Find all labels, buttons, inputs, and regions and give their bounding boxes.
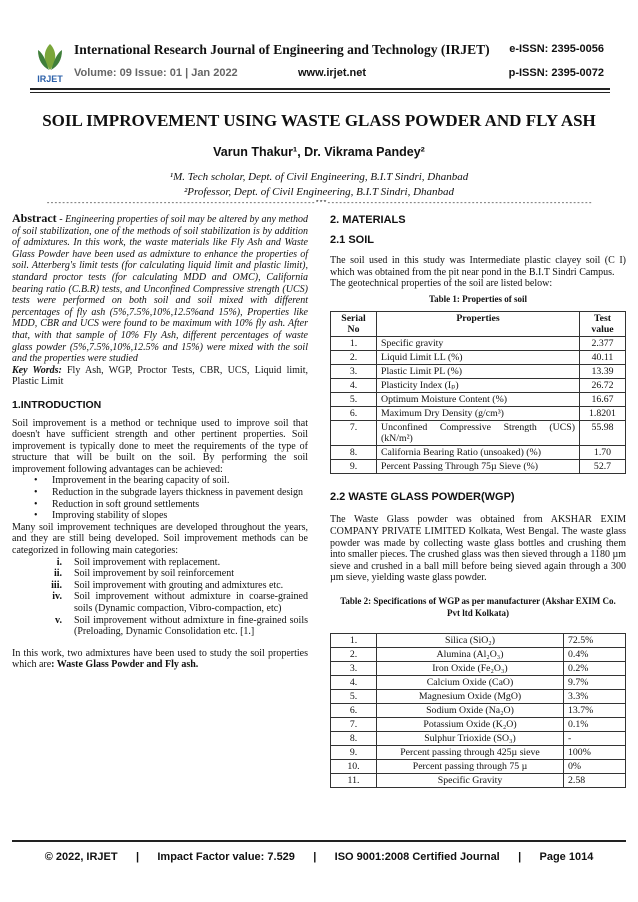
affiliation-2: ²Professor, Dept. of Civil Engineering, B.I.T Sindri, Dhanbad bbox=[183, 186, 455, 198]
column-header: Properties bbox=[377, 312, 580, 337]
column-header: Serial No bbox=[331, 312, 377, 337]
table-row bbox=[331, 648, 626, 662]
advantages-list bbox=[34, 475, 308, 521]
table-row bbox=[331, 379, 626, 393]
table-cell: 16.67 bbox=[580, 393, 626, 407]
table-cell: 2.377 bbox=[580, 337, 626, 351]
intro-paragraph-2: Many soil improvement techniques are developed throughout the years, and they are still being developed. Soil improvement methods can be categorized in following main categories: bbox=[12, 521, 308, 557]
table-cell: Percent Passing Through 75µ Sieve (%) bbox=[377, 460, 580, 474]
table-cell: 55.98 bbox=[580, 421, 626, 446]
table-cell: 5. bbox=[331, 393, 377, 407]
table-cell: Optimum Moisture Content (%) bbox=[377, 393, 580, 407]
table-cell: 3.3% bbox=[564, 690, 626, 704]
materials-heading: 2. MATERIALS bbox=[330, 214, 406, 226]
keywords bbox=[12, 365, 308, 388]
table-cell: Plasticity Index (Iₚ) bbox=[377, 379, 580, 393]
list-item: iv. Soil improvement without admixture in coarse-grained soils (Dynamic compaction, Vibro-compaction, etc) bbox=[52, 591, 308, 614]
volume-issue: Volume: 09 Issue: 01 | Jan 2022 bbox=[74, 67, 238, 79]
table-cell: 7. bbox=[331, 718, 377, 732]
wgp-paragraph: The Waste Glass powder was obtained from AKSHAR EXIM COMPANY PRIVATE LIMITED Kolkata, West Bengal. The waste glass powder was made by collecting waste glass bottles and crushing them into smaller pieces. The crushed glass was then sieved through a 1180 µm sieve and crushed in a ball mill before being sieved again through a 300 µm sieve, yielding waste glass powder. bbox=[330, 514, 626, 584]
table-cell: 6. bbox=[331, 704, 377, 718]
table-cell: California Bearing Ratio (unsoaked) (%) bbox=[377, 446, 580, 460]
keywords-text: Fly Ash, WGP, Proctor Tests, CBR, UCS, Liquid limit, Plastic Limit bbox=[12, 364, 308, 388]
table-cell: 2.58 bbox=[564, 774, 626, 788]
p-issn: p-ISSN: 2395-0072 bbox=[508, 67, 604, 79]
table-cell: Potassium Oxide (K₂O) bbox=[377, 718, 564, 732]
paper-title: SOIL IMPROVEMENT USING WASTE GLASS POWDER AND FLY ASH bbox=[42, 111, 596, 130]
table-cell: - bbox=[564, 732, 626, 746]
table-row bbox=[331, 337, 626, 351]
soil-heading: 2.1 SOIL bbox=[330, 234, 375, 246]
table-cell: 0% bbox=[564, 760, 626, 774]
right-column bbox=[330, 213, 626, 788]
table-cell: Maximum Dry Density (g/cm³) bbox=[377, 407, 580, 421]
left-column bbox=[12, 213, 308, 671]
list-item: • Reduction in the subgrade layers thickness in pavement design bbox=[34, 487, 308, 499]
soil-properties-table bbox=[330, 311, 626, 474]
table-row bbox=[331, 446, 626, 460]
list-item: • Improving stability of slopes bbox=[34, 510, 308, 522]
table-cell: Percent passing through 75 µ bbox=[377, 760, 564, 774]
table-cell: 52.7 bbox=[580, 460, 626, 474]
table-row bbox=[331, 662, 626, 676]
table-row bbox=[331, 365, 626, 379]
table-cell: 1. bbox=[331, 337, 377, 351]
soil-paragraph: The soil used in this study was Intermediate plastic clayey soil (C I) which was obtained from the pit near pond in the B.I.T Sindri Campus. bbox=[330, 255, 626, 278]
table-cell: 6. bbox=[331, 407, 377, 421]
table-row bbox=[331, 407, 626, 421]
table-row bbox=[331, 634, 626, 648]
table-cell: Calcium Oxide (CaO) bbox=[377, 676, 564, 690]
table-cell: 13.39 bbox=[580, 365, 626, 379]
table-cell: 72.5% bbox=[564, 634, 626, 648]
table-cell: Alumina (Al₂O₃) bbox=[377, 648, 564, 662]
table-cell: 0.2% bbox=[564, 662, 626, 676]
journal-name: International Research Journal of Engineering and Technology (IRJET) bbox=[74, 42, 490, 57]
table-cell: Unconfined Compressive Strength (UCS) (kN/m²) bbox=[377, 421, 580, 446]
header-rule-thin bbox=[30, 92, 610, 93]
table-cell: 26.72 bbox=[580, 379, 626, 393]
table-cell: Silica (SiO₂) bbox=[377, 634, 564, 648]
table-header-row bbox=[331, 312, 626, 337]
table-cell: Percent passing through 425µ sieve bbox=[377, 746, 564, 760]
table-row bbox=[331, 760, 626, 774]
journal-website[interactable]: www.irjet.net bbox=[298, 67, 367, 79]
table-cell: 0.1% bbox=[564, 718, 626, 732]
table-cell: 2. bbox=[331, 648, 377, 662]
footer-rule bbox=[12, 840, 626, 842]
page-footer: © 2022, IRJET | Impact Factor value: 7.529 | ISO 9001:2008 Certified Journal | Page 1014 bbox=[44, 851, 594, 863]
table-row bbox=[331, 704, 626, 718]
table-cell: 40.11 bbox=[580, 351, 626, 365]
table-row bbox=[331, 732, 626, 746]
table-cell: 9. bbox=[331, 746, 377, 760]
table-1-caption: Table 1: Properties of soil bbox=[429, 293, 527, 304]
svg-text:IRJET: IRJET bbox=[37, 74, 63, 84]
intro-paragraph-1: Soil improvement is a method or technique used to improve soil that doesn't have sufficient strength and other pertinent properties. Soil improvement is typically done to meet the requirements of the type of structure that will be built on the soil. By performing the soil improvement following advantages can be achieved: bbox=[12, 417, 308, 475]
authors: Varun Thakur¹, Dr. Vikrama Pandey² bbox=[213, 145, 425, 159]
table-row bbox=[331, 690, 626, 704]
abstract-heading: Abstract bbox=[12, 211, 57, 225]
table-cell: 9. bbox=[331, 460, 377, 474]
table-cell: 2. bbox=[331, 351, 377, 365]
list-item: v. Soil improvement without admixture in fine-grained soils (Preloading, Dynamic Consolidation etc. [1.] bbox=[55, 614, 308, 638]
table-2-caption: Table 2: Specifications of WGP as per manufacturer (Akshar EXIM Co. Pvt ltd Kolkata) bbox=[340, 595, 616, 618]
list-item: i. Soil improvement with replacement. bbox=[56, 556, 221, 568]
table-cell: 100% bbox=[564, 746, 626, 760]
table-row bbox=[331, 421, 626, 446]
irjet-logo-icon bbox=[30, 40, 70, 84]
table-cell: 8. bbox=[331, 446, 377, 460]
table-cell: 9.7% bbox=[564, 676, 626, 690]
table-cell: 11. bbox=[331, 774, 377, 788]
keywords-label: Key Words: bbox=[12, 364, 62, 376]
table-cell: Magnesium Oxide (MgO) bbox=[377, 690, 564, 704]
wgp-spec-table bbox=[330, 633, 626, 788]
table-cell: 3. bbox=[331, 365, 377, 379]
table-cell: Sodium Oxide (Na₂O) bbox=[377, 704, 564, 718]
table-row bbox=[331, 718, 626, 732]
e-issn: e-ISSN: 2395-0056 bbox=[509, 43, 604, 55]
table-cell: Specific Gravity bbox=[377, 774, 564, 788]
table-cell: 4. bbox=[331, 379, 377, 393]
column-header: Test value bbox=[580, 312, 626, 337]
table-cell: 4. bbox=[331, 676, 377, 690]
table-cell: Specific gravity bbox=[377, 337, 580, 351]
table-cell: 1.70 bbox=[580, 446, 626, 460]
table-cell: 7. bbox=[331, 421, 377, 446]
wgp-heading: 2.2 WASTE GLASS POWDER(WGP) bbox=[330, 491, 515, 504]
intro-heading: 1.INTRODUCTION bbox=[12, 398, 102, 411]
table-cell: Plastic Limit PL (%) bbox=[377, 365, 580, 379]
table-row bbox=[331, 746, 626, 760]
list-item: • Improvement in the bearing capacity of soil. bbox=[34, 475, 308, 487]
table-cell: Iron Oxide (Fe₂O₃) bbox=[377, 662, 564, 676]
list-item: ii. Soil improvement by soil reinforcement bbox=[53, 568, 234, 580]
categories-list bbox=[12, 557, 308, 638]
table-row bbox=[331, 460, 626, 474]
abstract bbox=[12, 213, 308, 365]
table-cell: 10. bbox=[331, 760, 377, 774]
journal-header bbox=[30, 40, 610, 86]
table-cell: 1. bbox=[331, 634, 377, 648]
affiliation-1: ¹M. Tech scholar, Dept. of Civil Engineering, B.I.T Sindri, Dhanbad bbox=[169, 171, 469, 183]
table-row bbox=[331, 351, 626, 365]
table-row bbox=[331, 774, 626, 788]
table-cell: 8. bbox=[331, 732, 377, 746]
list-item: iii. Soil improvement with grouting and admixtures etc. bbox=[51, 579, 284, 591]
list-item: • Reduction in soft ground settlements bbox=[34, 499, 308, 511]
table-cell: 13.7% bbox=[564, 704, 626, 718]
section-separator: ---------------------------------------------------------------------***-------------------------------------------------------------------- bbox=[45, 200, 593, 208]
table-cell: 3. bbox=[331, 662, 377, 676]
soil-paragraph-2: The geotechnical properties of the soil are listed below: bbox=[330, 278, 553, 290]
table-row bbox=[331, 676, 626, 690]
table-cell: 0.4% bbox=[564, 648, 626, 662]
table-cell: Liquid Limit LL (%) bbox=[377, 351, 580, 365]
table-cell: 1.8201 bbox=[580, 407, 626, 421]
header-rule bbox=[30, 88, 610, 90]
table-cell: 5. bbox=[331, 690, 377, 704]
intro-paragraph-3: In this work, two admixtures have been used to study the soil properties which are: Waste Glass Powder and Fly ash. bbox=[12, 647, 308, 671]
table-row bbox=[331, 393, 626, 407]
table-cell: Sulphur Trioxide (SO₃) bbox=[377, 732, 564, 746]
abstract-text: - Engineering properties of soil may be altered by any method of soil stabilization, one of the methods of soil stabilization is by addition of admixtures. In this work, the waste materials like Fly Ash and Waste Glass Powder have been used as admixture to enhance the properties of soil. Atterberg's limit tests (for calculating liquid limit and plastic limit), standard proctor tests (for calculating MDD and OMC), California bearing ratio (C.B.R) tests, and Unconfined Compressive strength (UCS) tests were performed on both soil and soil mixed with different percentages of fly ash (5%,7.5%,10%,12.5%and 15%), Properties like MDD, CBR and UCS were found to be maximum with 10% fly ash. After that, with that sample of 10% Fly Ash, different percentages of waste glass powder (5%,7.5%,10%,12.5% and 15%) were mixed with the soil and the properties were studied bbox=[12, 214, 308, 365]
